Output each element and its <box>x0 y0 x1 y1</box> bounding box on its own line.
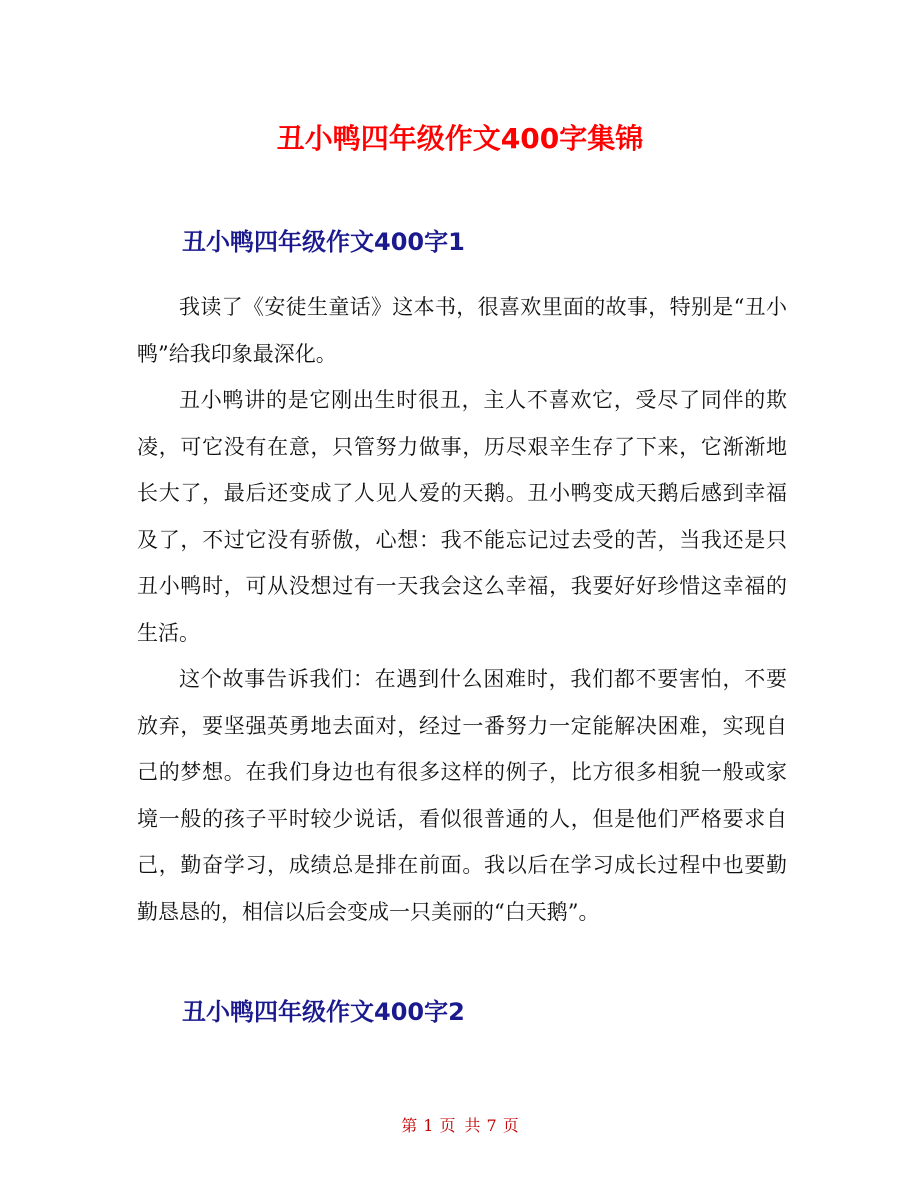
section-1-body <box>137 284 787 935</box>
page-footer <box>0 1114 920 1138</box>
footer-total-pages: 7 <box>486 1116 497 1135</box>
paragraph-2: 丑小鸭讲的是它刚出生时很丑，主人不喜欢它，受尽了同伴的欺凌，可它没有在意，只管努力做事，历尽艰辛生存了下来，它渐渐地长大了，最后还变成了人见人爱的天鹅。丑小鸭变成天鹅后感到幸福及了，不过它没有骄傲，心想：我不能忘记过去受的苦，当我还是只丑小鸭时，可从没想过有一天我会这么幸福，我要好好珍惜这幸福的生活。 <box>137 388 787 645</box>
paragraph-1: 我读了《安徒生童话》这本书，很喜欢里面的故事，特别是“丑小鸭”给我印象最深化。 <box>137 295 787 366</box>
footer-current-page: 1 <box>423 1116 434 1135</box>
section-heading-2: 丑小鸭四年级作文400字2 <box>182 998 465 1026</box>
section-heading-1: 丑小鸭四年级作文400字1 <box>182 228 465 256</box>
footer-label-end: 页 <box>502 1116 519 1135</box>
footer-label-of: 页 共 <box>439 1116 481 1135</box>
document-title: 丑小鸭四年级作文400字集锦 <box>276 122 644 155</box>
paragraph-3: 这个故事告诉我们：在遇到什么困难时，我们都不要害怕，不要放弃，要坚强英勇地去面对，经过一番努力一定能解决困难，实现自己的梦想。在我们身边也有很多这样的例子，比方很多相貌一般或家境一般的孩子平时较少说话，看似很普通的人，但是他们严格要求自己，勤奋学习，成绩总是排在前面。我以后在学习成长过程中也要勤勤恳恳的，相信以后会变成一只美丽的“白天鹅”。 <box>137 667 787 924</box>
footer-label-page: 第 <box>401 1116 418 1135</box>
